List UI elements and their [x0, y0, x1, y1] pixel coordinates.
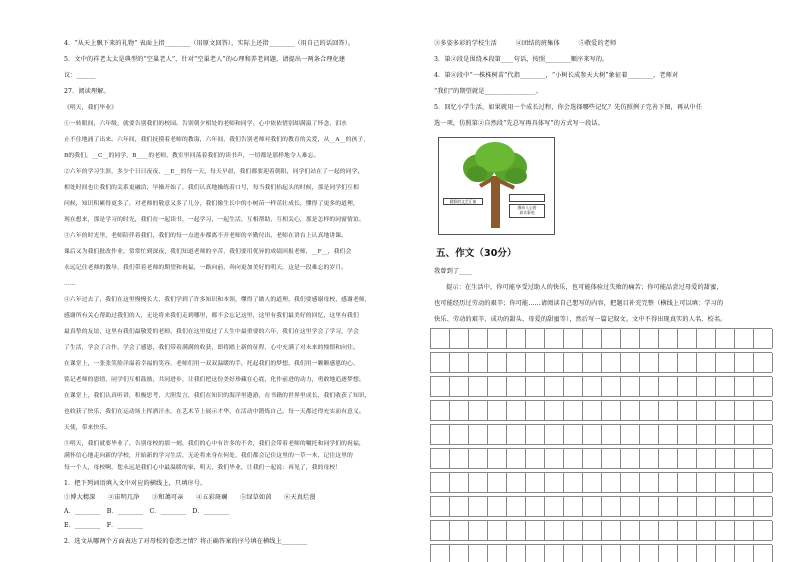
grid-cell[interactable] — [430, 497, 431, 516]
grid-cell[interactable] — [449, 353, 450, 372]
passage-line: ⑤明天，我们就要毕业了，告别母校的那一刻，我们的心中有许多的不舍，我们会带着老师的嘱托和同学们的祝福， — [64, 441, 365, 447]
passage-line: 最真挚的友谊，这里有我们最敬爱的老师，我们在这里度过了人生中最重要的六年，我们在这里学会了学习，学会 — [64, 329, 359, 335]
grid-cell[interactable] — [525, 497, 526, 516]
tree-label-blank[interactable] — [509, 194, 545, 202]
essay-hint: 快乐、劳动的艰辛、成功的甜头、母爱的甜蜜等），然后写一篇记叙文。文中不得出现真实的人名、校名。 — [434, 316, 727, 323]
grid-cell[interactable] — [639, 497, 640, 516]
grid-cell[interactable] — [525, 521, 526, 540]
q1-options: ①博大精深 ②宙明几净 ③和蔼可亲 ④五彩斑斓 ⑤绿草如茵 ⑥天真烂漫 — [64, 494, 316, 501]
grid-cell[interactable] — [620, 521, 621, 540]
passage-line: 相处时间也让我们的关系更融洽，早操开始了，我们认真地操练着口号，每当我们抬起头的时候，那是同学们互相 — [64, 185, 359, 191]
grid-cell[interactable] — [487, 545, 488, 562]
grid-cell[interactable] — [544, 425, 545, 444]
q1-blanks-2[interactable]: E．________ F．________ — [64, 522, 143, 529]
q1-blanks[interactable]: A．________ B．________ C．________ D．________ — [64, 508, 230, 515]
grid-cell[interactable] — [772, 545, 773, 562]
q1-prompt: 1．把下列词语填入文中对应的横线上，只填序号。 — [64, 480, 207, 487]
grid-cell[interactable] — [487, 353, 488, 372]
grid-cell[interactable] — [544, 353, 545, 372]
grid-cell[interactable] — [544, 545, 545, 562]
grid-cell[interactable] — [430, 329, 431, 348]
grid-cell[interactable] — [544, 449, 545, 468]
grid-cell[interactable] — [468, 449, 469, 468]
question-4[interactable]: 4．第④段中“一株株树苗”代指________，“小树长成参天大树”象征着________，老师对 — [434, 72, 679, 79]
passage-line: 了生活，学会了合作，学会了感恩，我们带着满满的收获，即将踏上新的征程，心中充满了对未来的憧憬和向往。 — [64, 345, 359, 351]
grid-cell[interactable] — [544, 497, 545, 516]
grid-cell[interactable] — [563, 449, 564, 468]
grid-cell[interactable] — [601, 401, 602, 420]
question-5: 5．回忆小学生活，如果就用一个成长过程，你会选择哪些记忆？先仿照例子完善下图，再从中任 — [434, 104, 703, 111]
grid-cell[interactable] — [658, 545, 659, 562]
grid-cell[interactable] — [677, 353, 678, 372]
grid-cell[interactable] — [506, 401, 507, 420]
grid-cell[interactable] — [506, 473, 507, 492]
passage-title: 《明天，我们毕业》 — [64, 105, 118, 111]
passage-line: ③六年的时光里，老师陪伴着我们，我们的每一点进步都离不开老师的辛勤付出，老师在讲台上认真地讲课， — [64, 233, 348, 239]
grid-cell[interactable] — [696, 521, 697, 540]
grid-cell[interactable] — [772, 377, 773, 396]
grid-cell[interactable] — [525, 401, 526, 420]
grid-cell[interactable] — [715, 329, 716, 348]
passage-line: 止不住地涌了出来。六年间，我们抚摸着老师的教诲，六年间，我们告别老师对我们的教育的关爱，从__A__的孩子， — [64, 137, 370, 143]
grid-cell[interactable] — [563, 497, 564, 516]
grid-cell[interactable] — [582, 473, 583, 492]
grid-cell[interactable] — [734, 425, 735, 444]
grid-cell[interactable] — [734, 401, 735, 420]
composition-grid[interactable] — [430, 328, 774, 562]
grid-cell[interactable] — [506, 377, 507, 396]
grid-cell[interactable] — [753, 401, 754, 420]
grid-cell[interactable] — [449, 425, 450, 444]
grid-cell[interactable] — [734, 353, 735, 372]
passage-line: B的我们，__C__的同学，B____的老师，教室里回荡着我们的读书声，一切都是那样地令人难忘。 — [64, 153, 320, 159]
grid-cell[interactable] — [582, 521, 583, 540]
grid-cell[interactable] — [677, 545, 678, 562]
grid-cell[interactable] — [487, 473, 488, 492]
grid-cell[interactable] — [430, 449, 431, 468]
grid-cell[interactable] — [506, 545, 507, 562]
grid-cell[interactable] — [772, 521, 773, 540]
grid-cell[interactable] — [677, 497, 678, 516]
grid-cell[interactable] — [582, 545, 583, 562]
grid-cell[interactable] — [601, 545, 602, 562]
grid-cell[interactable] — [487, 377, 488, 396]
grid-cell[interactable] — [620, 401, 621, 420]
grid-cell[interactable] — [544, 521, 545, 540]
grid-cell[interactable] — [753, 449, 754, 468]
grid-cell[interactable] — [639, 377, 640, 396]
grid-cell[interactable] — [487, 497, 488, 516]
grid-row[interactable] — [430, 376, 772, 397]
grid-cell[interactable] — [582, 425, 583, 444]
grid-cell[interactable] — [677, 329, 678, 348]
grid-cell[interactable] — [468, 497, 469, 516]
grid-cell[interactable] — [563, 401, 564, 420]
tree-label-left: 精彩的文艺汇演 — [443, 198, 483, 205]
grid-cell[interactable] — [639, 449, 640, 468]
grid-cell[interactable] — [468, 521, 469, 540]
grid-cell[interactable] — [677, 449, 678, 468]
grid-cell[interactable] — [620, 353, 621, 372]
grid-cell[interactable] — [430, 377, 431, 396]
q2-prompt[interactable]: 2．选文从哪两个方面表达了对母校的眷恋之情？将正确答案的序号填在横线上________ — [64, 538, 308, 545]
grid-cell[interactable] — [715, 545, 716, 562]
grid-cell[interactable] — [696, 545, 697, 562]
grid-cell[interactable] — [715, 401, 716, 420]
grid-cell[interactable] — [563, 545, 564, 562]
grid-cell[interactable] — [449, 449, 450, 468]
grid-cell[interactable] — [677, 425, 678, 444]
grid-row[interactable] — [430, 544, 772, 562]
passage-line: ①一转眼间，六年级，就要告别我们的校园。告别朝夕相处的老师和同学。心中依依惜别却满溢了怀念，泪水 — [64, 121, 348, 127]
grid-row[interactable] — [430, 496, 772, 517]
grid-cell[interactable] — [620, 497, 621, 516]
passage-line: 也收获了快乐，我们在运动场上挥洒汗水，在艺术节上展示才华，在活动中锻炼自己，每一天都过得充实而有意义。 — [64, 409, 365, 415]
grid-cell[interactable] — [753, 377, 754, 396]
grid-cell[interactable] — [734, 473, 735, 492]
grid-cell[interactable] — [601, 377, 602, 396]
grid-cell[interactable] — [620, 473, 621, 492]
grid-cell[interactable] — [753, 425, 754, 444]
passage-line: 天使，带来快乐。 — [64, 425, 112, 431]
grid-cell[interactable] — [430, 473, 431, 492]
grid-cell[interactable] — [715, 473, 716, 492]
grid-cell[interactable] — [677, 377, 678, 396]
grid-cell[interactable] — [734, 449, 735, 468]
grid-cell[interactable] — [563, 329, 564, 348]
question-4-cont[interactable]: “我们”的期望就是________________。 — [434, 88, 542, 95]
grid-cell[interactable] — [525, 425, 526, 444]
grid-cell[interactable] — [715, 377, 716, 396]
grid-cell[interactable] — [487, 425, 488, 444]
grid-cell[interactable] — [772, 353, 773, 372]
passage-line: 问候，知识积累得更多了，对老师的敬意又多了几分，我们像生长中的小树苗一样茁壮成长，懂得了更多的道理， — [64, 201, 359, 207]
grid-cell[interactable] — [696, 425, 697, 444]
grid-cell[interactable] — [468, 425, 469, 444]
grid-cell[interactable] — [449, 521, 450, 540]
grid-cell[interactable] — [544, 377, 545, 396]
grid-cell[interactable] — [525, 353, 526, 372]
grid-cell[interactable] — [468, 377, 469, 396]
grid-cell[interactable] — [658, 353, 659, 372]
grid-cell[interactable] — [525, 329, 526, 348]
grid-cell[interactable] — [753, 329, 754, 348]
grid-cell[interactable] — [582, 449, 583, 468]
grid-cell[interactable] — [696, 377, 697, 396]
grid-cell[interactable] — [753, 473, 754, 492]
grid-cell[interactable] — [734, 497, 735, 516]
grid-cell[interactable] — [715, 449, 716, 468]
grid-cell[interactable] — [544, 329, 545, 348]
grid-cell[interactable] — [582, 353, 583, 372]
grid-cell[interactable] — [620, 449, 621, 468]
question-5: 5．文中的祥老太太是典型的“空巢老人”，针对“空巢老人”的心理和养老问题，请提出一两条合理化建 — [64, 56, 346, 63]
grid-cell[interactable] — [734, 521, 735, 540]
grid-cell[interactable] — [658, 449, 659, 468]
grid-cell[interactable] — [449, 329, 450, 348]
grid-cell[interactable] — [544, 473, 545, 492]
grid-cell[interactable] — [639, 545, 640, 562]
grid-cell[interactable] — [430, 521, 431, 540]
grid-cell[interactable] — [658, 521, 659, 540]
grid-cell[interactable] — [658, 329, 659, 348]
grid-cell[interactable] — [772, 473, 773, 492]
growth-tree-diagram — [438, 137, 555, 235]
tree-trunk — [491, 176, 500, 228]
grid-cell[interactable] — [449, 401, 450, 420]
passage-line: ④六年过去了，我们在这里慢慢长大，我们学到了许多知识和本领，懂得了做人的道理，我们要感谢母校，感谢老师， — [64, 297, 371, 303]
grid-cell[interactable] — [677, 473, 678, 492]
passage-line: 感谢所有关心帮助过我们的人，无论将来我们走到哪里，都不会忘记这里，这里有我们最美好的回忆，这里有我们 — [64, 313, 359, 319]
grid-cell[interactable] — [449, 377, 450, 396]
grid-cell[interactable] — [677, 401, 678, 420]
grid-cell[interactable] — [449, 497, 450, 516]
grid-cell[interactable] — [563, 425, 564, 444]
essay-hint: 也可能经历过劳动的艰辛；你可能……请阅读自己想写的内容，把题目补充完整（横线上可以填：学习的 — [434, 300, 724, 307]
grid-row[interactable] — [430, 424, 772, 445]
grid-cell[interactable] — [696, 449, 697, 468]
question-5-answer: 议：______ — [64, 72, 96, 79]
grid-cell[interactable] — [601, 353, 602, 372]
grid-cell[interactable] — [506, 449, 507, 468]
grid-cell[interactable] — [696, 473, 697, 492]
grid-cell[interactable] — [525, 377, 526, 396]
grid-cell[interactable] — [677, 521, 678, 540]
grid-cell[interactable] — [525, 473, 526, 492]
grid-cell[interactable] — [506, 521, 507, 540]
grid-row[interactable] — [430, 328, 772, 349]
grid-cell[interactable] — [601, 497, 602, 516]
grid-cell[interactable] — [506, 425, 507, 444]
essay-topic[interactable]: 我曾到了____ — [434, 268, 472, 275]
grid-cell[interactable] — [734, 329, 735, 348]
grid-cell[interactable] — [620, 329, 621, 348]
grid-cell[interactable] — [544, 401, 545, 420]
passage-line: 永远记住老师的教导，我们带着老师的期望和祝福，一路向前，奔向更加美好的明天，这是一段难忘的岁月。 — [64, 265, 348, 271]
grid-cell[interactable] — [601, 425, 602, 444]
tree-canopy — [505, 168, 527, 184]
passage-line: 现在想来，那是学习的时光，我们在一起读书，一起学习，一起生活，互相帮助，互相关心，那是怎样的同窗情谊。 — [64, 217, 365, 223]
grid-cell[interactable] — [753, 521, 754, 540]
grid-cell[interactable] — [487, 521, 488, 540]
grid-cell[interactable] — [639, 329, 640, 348]
grid-cell[interactable] — [734, 545, 735, 562]
grid-row[interactable] — [430, 352, 772, 373]
grid-cell[interactable] — [639, 473, 640, 492]
grid-cell[interactable] — [696, 497, 697, 516]
grid-cell[interactable] — [639, 521, 640, 540]
grid-cell[interactable] — [601, 521, 602, 540]
passage-line: ②六年的学习生涯，多少个日日夜夜，__E__的每一天，每天早晨，我们都要迎着朝阳，同学们站在了一起的同学， — [64, 169, 364, 175]
grid-cell[interactable] — [468, 329, 469, 348]
question-5-cont: 选一项，仿照第②自然段“先总写再具体写”的方式写一段话。 — [434, 120, 604, 127]
grid-cell[interactable] — [468, 473, 469, 492]
grid-cell[interactable] — [772, 401, 773, 420]
grid-cell[interactable] — [430, 353, 431, 372]
grid-cell[interactable] — [525, 449, 526, 468]
grid-cell[interactable] — [563, 377, 564, 396]
grid-cell[interactable] — [468, 353, 469, 372]
grid-cell[interactable] — [753, 545, 754, 562]
tree-label-right: 感动人心的 真实事迹 — [509, 204, 545, 218]
grid-cell[interactable] — [620, 377, 621, 396]
grid-row[interactable] — [430, 448, 772, 469]
grid-cell[interactable] — [734, 377, 735, 396]
passage-line: …… — [64, 281, 76, 287]
grid-cell[interactable] — [563, 353, 564, 372]
grid-row[interactable] — [430, 472, 772, 493]
grid-cell[interactable] — [468, 545, 469, 562]
question-4: 4．“从天上飘下来的礼物” 表面上指________（用原文回答），实际上还指________（用自己的话回答）。 — [64, 40, 355, 47]
grid-cell[interactable] — [525, 545, 526, 562]
passage-line: 在课堂上，一张张笑脸洋溢着幸福的笑容，老师们用一双双温暖的手，托起我们的梦想，我们用一颗颗感恩的心， — [64, 361, 359, 367]
options-line: ③多姿多彩的学校生活 ④团结的班集体 ⑤敬爱的老师 — [434, 40, 617, 47]
passage-line: 课后又为我们批改作业，常常忙到深夜，我们知道老师的辛苦，我们要用优异的成绩回报老师，__F__，我们会 — [64, 249, 352, 255]
grid-cell[interactable] — [506, 329, 507, 348]
grid-cell[interactable] — [601, 449, 602, 468]
grid-cell[interactable] — [563, 473, 564, 492]
grid-cell[interactable] — [639, 353, 640, 372]
grid-cell[interactable] — [449, 545, 450, 562]
essay-section-title: 五、作文（30分） — [436, 248, 517, 259]
passage-line: 在课堂上，我们认真听讲，积极思考，大胆发言，我们在知识的海洋里遨游，在书籍的世界里成长，我们收获了知识， — [64, 393, 371, 399]
grid-cell[interactable] — [582, 401, 583, 420]
grid-cell[interactable] — [487, 329, 488, 348]
grid-cell[interactable] — [430, 545, 431, 562]
grid-cell[interactable] — [658, 401, 659, 420]
question-3[interactable]: 3．第②段是围绕本段第____句话，按照________顺序来写的。 — [434, 56, 609, 63]
grid-cell[interactable] — [658, 473, 659, 492]
grid-cell[interactable] — [772, 329, 773, 348]
passage-line: 铭记老师的恩情，同学们互相鼓励，共同进步，让我们把这份美好珍藏在心底，化作前进的动力，勇敢地追逐梦想。 — [64, 377, 365, 383]
grid-cell[interactable] — [582, 377, 583, 396]
grid-row[interactable] — [430, 400, 772, 421]
grid-cell[interactable] — [658, 377, 659, 396]
question-27: 27．阅读理解。 — [64, 88, 110, 95]
grid-cell[interactable] — [715, 497, 716, 516]
grid-cell[interactable] — [715, 425, 716, 444]
grid-cell[interactable] — [563, 521, 564, 540]
grid-cell[interactable] — [658, 497, 659, 516]
grid-cell[interactable] — [430, 425, 431, 444]
grid-cell[interactable] — [468, 401, 469, 420]
grid-cell[interactable] — [506, 497, 507, 516]
grid-cell[interactable] — [601, 329, 602, 348]
grid-cell[interactable] — [487, 449, 488, 468]
grid-cell[interactable] — [753, 497, 754, 516]
passage-line: 满怀信心地走向新的学校，开始新的学习生活，无论将来身在何处，我们都会记住这里的一草一木，记住这里的 — [64, 453, 353, 459]
grid-cell[interactable] — [582, 497, 583, 516]
grid-cell[interactable] — [658, 425, 659, 444]
grid-cell[interactable] — [639, 425, 640, 444]
grid-cell[interactable] — [753, 353, 754, 372]
tree-canopy — [467, 166, 487, 182]
grid-cell[interactable] — [449, 473, 450, 492]
essay-hint: 提示：在生活中，你可能享受过助人的快乐，也可能体验过失败的痛苦；你可能品尝过母爱的甜蜜， — [446, 284, 723, 291]
grid-cell[interactable] — [772, 425, 773, 444]
grid-cell[interactable] — [620, 545, 621, 562]
grid-cell[interactable] — [582, 329, 583, 348]
passage-line: 每一个人，母校啊，您永远是我们心中最温暖的家，明天，我们毕业，让我们一起说：再见了，我的母校！ — [64, 465, 342, 471]
grid-cell[interactable] — [696, 353, 697, 372]
grid-cell[interactable] — [696, 401, 697, 420]
grid-cell[interactable] — [506, 353, 507, 372]
grid-cell[interactable] — [715, 353, 716, 372]
grid-cell[interactable] — [487, 401, 488, 420]
grid-cell[interactable] — [772, 497, 773, 516]
grid-cell[interactable] — [430, 401, 431, 420]
grid-cell[interactable] — [715, 521, 716, 540]
grid-cell[interactable] — [772, 449, 773, 468]
grid-cell[interactable] — [620, 425, 621, 444]
grid-cell[interactable] — [696, 329, 697, 348]
grid-cell[interactable] — [601, 473, 602, 492]
grid-row[interactable] — [430, 520, 772, 541]
grid-cell[interactable] — [639, 401, 640, 420]
